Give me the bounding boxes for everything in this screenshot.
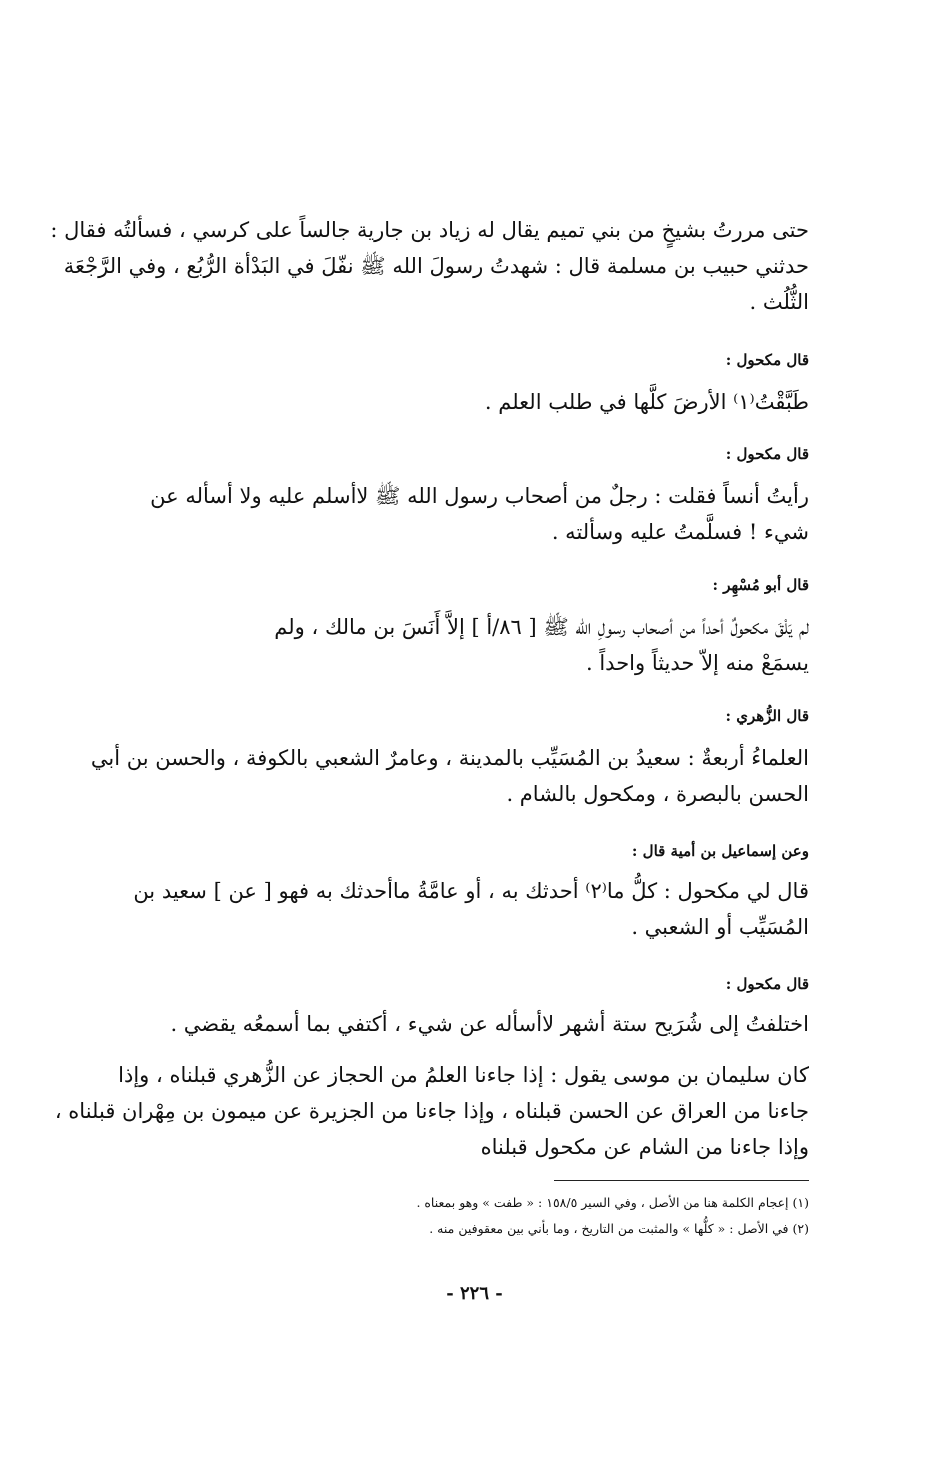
text-line: حدثني حبيب بن مسلمة قال : شهدتُ رسولَ الله ﷺ نفّلَ في البَدْأة الرُّبُع ، وفي الرَّجْعَة bbox=[63, 254, 809, 278]
footnotes bbox=[127, 1192, 809, 1240]
section-paragraph bbox=[127, 1006, 809, 1042]
intro-paragraph bbox=[50, 212, 809, 320]
section-heading: قال الزُّهري : bbox=[725, 707, 809, 725]
text-line: قال لي مكحول : كلُّ ما⁽٢⁾ أحدثك به ، أو عامَّةُ ماأحدثك به فهو [ عن ] سعيد بن bbox=[133, 879, 809, 903]
section-heading: قال أبو مُسْهِر : bbox=[712, 576, 809, 594]
section-paragraph bbox=[127, 384, 809, 420]
text-line: طَبَّقْتُ⁽١⁾ الأرضَ كلَّها في طلب العلم . bbox=[484, 390, 809, 414]
section-heading: وعن إسماعيل بن أمية قال : bbox=[631, 842, 809, 860]
closing-paragraph bbox=[54, 1057, 809, 1165]
footnote: (١) إعجام الكلمة هنا من الأصل ، وفي السير ١٥٨/٥ : « طفت » وهو بمعناه . bbox=[416, 1195, 809, 1210]
text-line: المُسَيِّب أو الشعبي . bbox=[631, 915, 809, 939]
text-line: حتى مررتُ بشيخٍ من بني تميم يقال له زياد بن جارية جالساً على كرسي ، فسألتُه فقال : bbox=[50, 218, 809, 242]
section-paragraph bbox=[127, 873, 809, 945]
text-line: الحسن بالبصرة ، ومكحول بالشام . bbox=[506, 782, 809, 806]
text-line: اختلفتُ إلى شُرَيح ستة أشهر لاأسأله عن شيء ، أكتفي بما أسمعُه يقضي . bbox=[170, 1012, 809, 1036]
text-line: رأيتُ أنساً فقلت : رجلٌ من أصحاب رسول الله ﷺ لاأسلم عليه ولا أسأله عن bbox=[150, 484, 809, 508]
page-number: - ٢٢٦ - bbox=[446, 1283, 503, 1304]
section-heading: قال مكحول : bbox=[725, 351, 809, 369]
section-paragraph bbox=[90, 740, 809, 812]
section-paragraph bbox=[127, 478, 809, 550]
text-line: جاءنا من العراق عن الحسن قبلناه ، وإذا جاءنا من الجزيرة عن ميمون بن مِهْران قبلناه ، bbox=[54, 1099, 809, 1123]
text-line: العلماءُ أربعةٌ : سعيدُ بن المُسَيِّب بالمدينة ، وعامرٌ الشعبي بالكوفة ، والحسن بن أبي bbox=[90, 746, 809, 770]
text-line: يسمَعْ منه إلاّ حديثاً واحداً . bbox=[585, 651, 809, 675]
section-heading: قال مكحول : bbox=[725, 975, 809, 993]
section-paragraph bbox=[127, 609, 809, 681]
text-line: الثُّلُث . bbox=[749, 290, 809, 314]
footnote-divider bbox=[554, 1180, 809, 1181]
text-line: لم يَلْقَ مكحولٌ أحداً من أصحاب رسولِ الله ﷺ [ ٨٦/أ ] إلاَّ أَنَسَ بن مالك ، ولم bbox=[274, 615, 809, 639]
text-line: كان سليمان بن موسى يقول : إذا جاءنا العلمُ من الحجاز عن الزُّهري قبلناه ، وإذا bbox=[118, 1063, 809, 1087]
text-line: وإذا جاءنا من الشام عن مكحول قبلناه bbox=[480, 1135, 809, 1159]
section-heading: قال مكحول : bbox=[725, 445, 809, 463]
text-line: شيء ! فسلَّمتُ عليه وسألته . bbox=[551, 520, 809, 544]
footnote: (٢) في الأصل : « كلُّها » والمثبت من التاريخ ، وما بأني بين معقوفين منه . bbox=[429, 1221, 809, 1236]
